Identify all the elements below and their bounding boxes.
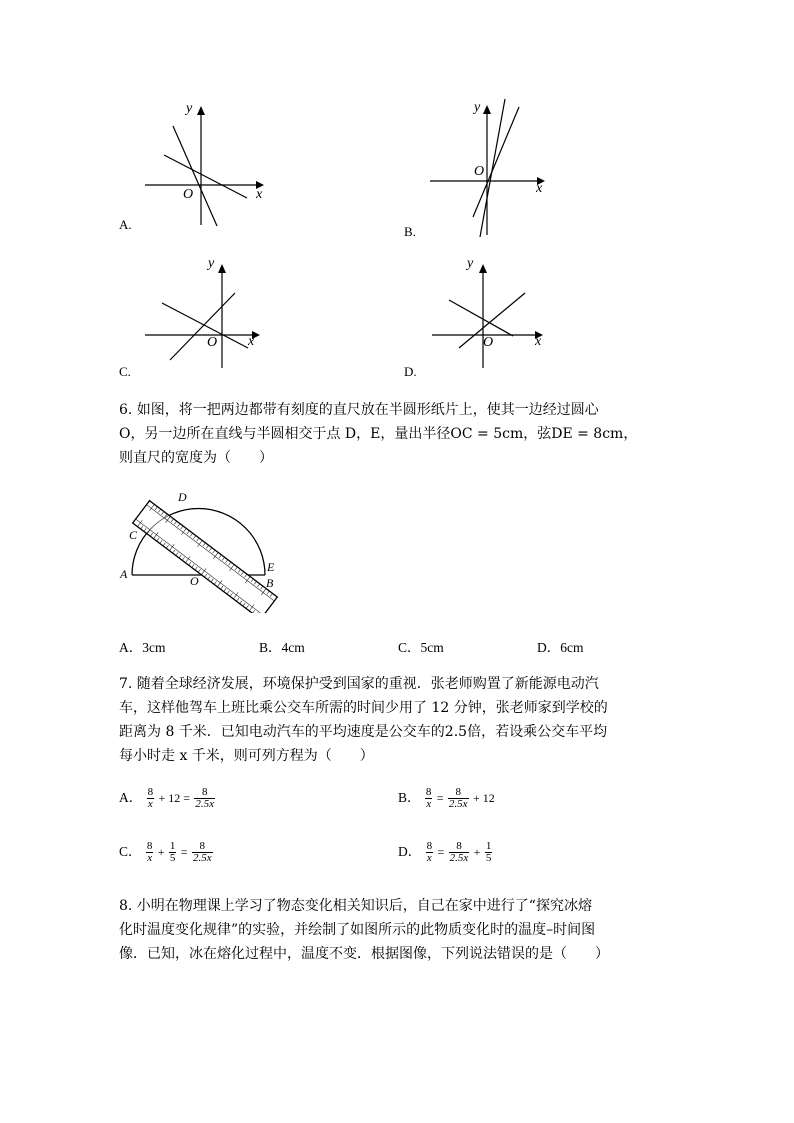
numerator: 8: [448, 787, 469, 799]
q7-option-c[interactable]: [119, 840, 214, 864]
numerator: 1: [485, 840, 492, 853]
operator: =: [180, 845, 188, 860]
q5a-origin-label: O: [183, 187, 194, 202]
y-arrow-icon: [218, 264, 226, 273]
numerator: 8: [194, 787, 215, 799]
operator: +: [157, 845, 165, 860]
q5c-x-label: x: [248, 334, 255, 349]
fraction: [147, 787, 155, 810]
line-1: [170, 293, 235, 360]
line-2: [449, 300, 513, 336]
ruler-scale-line-top: [147, 505, 275, 601]
q5c-y-label: y: [208, 256, 215, 271]
fraction: [425, 787, 433, 810]
numerator: 8: [449, 841, 470, 853]
q5b-origin-label: O: [474, 164, 485, 179]
fraction: [448, 787, 469, 810]
q7-option-d[interactable]: [398, 840, 493, 864]
q7-text-line-1: 7. 随着全球经济发展，环境保护受到国家的重视．张老师购置了新能源电动汽: [119, 676, 599, 692]
q6-label-d: D: [178, 490, 187, 504]
numerator: 1: [169, 840, 176, 853]
denominator: x: [147, 798, 153, 811]
q5a-x-label: x: [256, 187, 263, 202]
denominator: x: [426, 798, 432, 811]
denominator: 5: [485, 852, 492, 865]
denominator: x: [147, 852, 153, 865]
q7-option-d-letter: D．: [398, 844, 422, 859]
q5c-origin-label: O: [207, 335, 218, 350]
denominator: x: [426, 852, 432, 865]
numerator: 8: [146, 840, 153, 853]
q6-label-a: A: [120, 567, 128, 581]
q5a-y-label: y: [186, 101, 193, 116]
q6-text-line-3: 则直尺的宽度为（ ）: [119, 450, 273, 466]
q7-text-line-2: 车，这样他驾车上班比乘公交车所需的时间少用了 12 分钟，张老师家到学校的: [119, 700, 608, 716]
q5d-x-label: x: [535, 334, 542, 349]
numerator: 8: [192, 841, 213, 853]
operator: +: [473, 845, 481, 860]
q6-option-c[interactable]: C．5cm: [398, 640, 444, 655]
q7-option-b[interactable]: [398, 786, 495, 810]
line-2: [162, 303, 248, 348]
denominator: 5: [169, 852, 176, 865]
ruler: [133, 501, 278, 613]
q5-graph-b: [425, 95, 555, 240]
q8-text-line-3: 像．已知，冰在熔化过程中，温度不变．根据图像，下列说法错误的是（ ）: [119, 946, 609, 962]
q6-text-line-1: 6. 如图，将一把两边都带有刻度的直尺放在半圆形纸片上，使其一边经过圆心: [119, 402, 599, 418]
denominator: 2.5x: [448, 798, 468, 811]
q5-graph-c: [140, 258, 270, 373]
y-arrow-icon: [479, 264, 487, 273]
q7-option-b-letter: B．: [398, 790, 421, 805]
line-1: [173, 126, 217, 226]
operator: + 12 =: [158, 791, 191, 806]
q6-option-d[interactable]: D．6cm: [537, 640, 584, 655]
q8-text-line-1: 8. 小明在物理课上学习了物态变化相关知识后，自己在家中进行了“探究冰熔: [119, 898, 592, 914]
operator: + 12: [472, 791, 495, 806]
line-2: [473, 107, 519, 217]
q7-option-c-letter: C．: [119, 844, 142, 859]
fraction: [146, 841, 154, 864]
q5d-letter: D.: [404, 364, 417, 379]
fraction: [426, 841, 434, 864]
q5-graph-d: [427, 258, 557, 373]
numerator: 8: [426, 840, 433, 853]
q5-graph-a: [140, 100, 270, 230]
q7-option-a-letter: A．: [119, 790, 143, 805]
q7-option-a[interactable]: [119, 786, 216, 810]
q6-option-b[interactable]: B．4cm: [259, 640, 305, 655]
q5b-x-label: x: [536, 181, 543, 196]
numerator: 8: [147, 786, 154, 799]
q6-text-line-2: O，另一边所在直线与半圆相交于点 D，E，量出半径OC = 5cm，弦DE = 8cm，: [119, 426, 638, 442]
denominator: 2.5x: [195, 798, 215, 811]
q5b-y-label: y: [474, 100, 481, 115]
q7-text-line-3: 距离为 8 千米．已知电动汽车的平均速度是公交车的2.5倍，若设乘公交车平均: [119, 724, 608, 740]
fraction: [192, 841, 213, 864]
q6-label-o: O: [190, 574, 199, 588]
q7-text-line-4: 每小时走 x 千米，则可列方程为（ ）: [119, 748, 374, 764]
ruler-body: [133, 501, 278, 613]
line-2: [164, 155, 247, 198]
q8-text-line-2: 化时温度变化规律”的实验，并绘制了如图所示的此物质变化时的温度–时间图: [119, 922, 596, 938]
q5d-y-label: y: [467, 256, 474, 271]
fraction: [485, 841, 493, 864]
q6-figure: [115, 488, 285, 613]
q6-label-b: B: [266, 576, 274, 590]
fraction: [169, 841, 177, 864]
operator: =: [436, 791, 444, 806]
q6-option-a[interactable]: A．3cm: [119, 640, 166, 655]
denominator: 2.5x: [192, 852, 212, 865]
y-arrow-icon: [483, 105, 491, 114]
q5a-letter: A.: [119, 217, 132, 232]
fraction: [449, 841, 470, 864]
q6-label-e: E: [267, 560, 275, 574]
q5c-letter: C.: [119, 364, 131, 379]
y-arrow-icon: [197, 106, 205, 115]
q5b-letter: B.: [404, 224, 416, 239]
fraction: [194, 787, 215, 810]
operator: =: [437, 845, 445, 860]
q6-label-c: C: [129, 528, 138, 542]
denominator: 2.5x: [449, 852, 469, 865]
numerator: 8: [425, 786, 432, 799]
q5d-origin-label: O: [483, 335, 494, 350]
